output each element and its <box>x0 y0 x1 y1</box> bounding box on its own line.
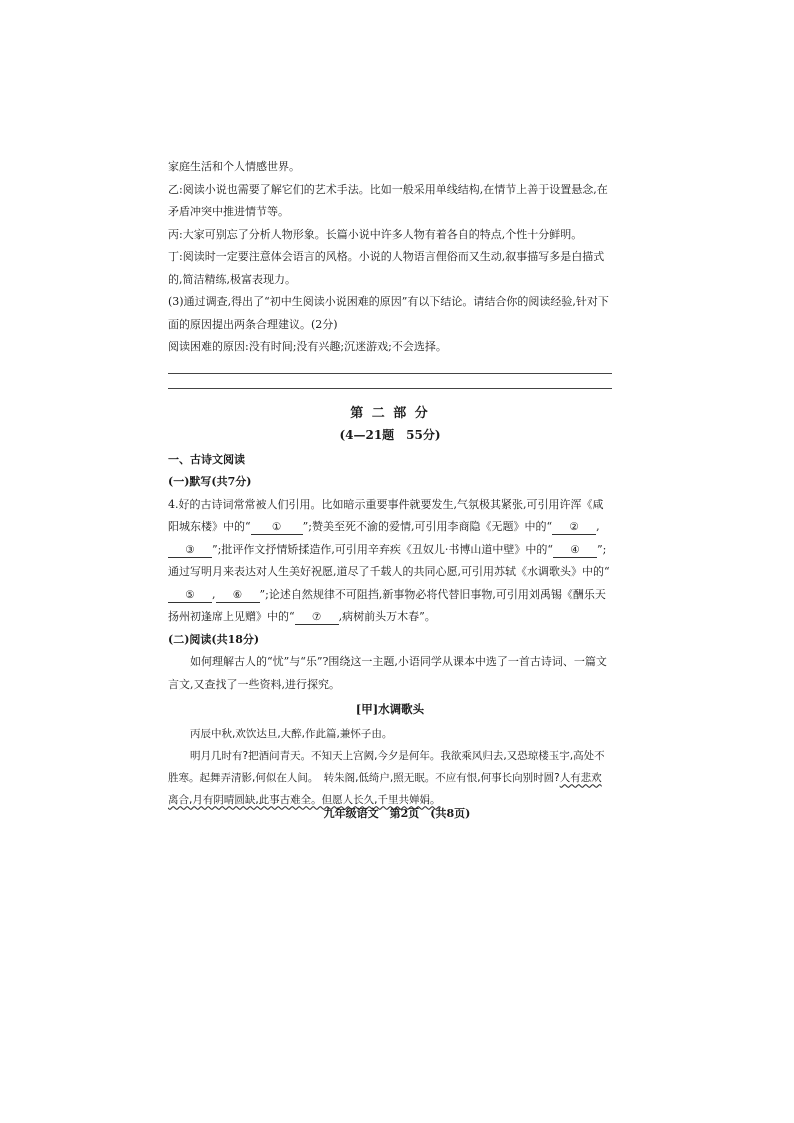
blank-3[interactable]: ③ <box>168 543 212 558</box>
q4-text: 4.好的古诗词常常被人们引用。比如暗示重要事件就要发生,气氛极其紧张,可引用许浑《咸阳城东楼》中的“ <box>168 497 604 533</box>
answer-line-2[interactable] <box>168 388 612 389</box>
q4-text: ”;通过写明月来表达对人生美好祝愿,道尽了千载人的共同心愿,可引用苏轼《水调歌头》中的“ <box>168 542 610 578</box>
q4-text: ,病树前头万木春”。 <box>338 610 436 623</box>
poem-preface: 丙辰中秋,欢饮达旦,大醉,作此篇,兼怀子由。 <box>190 727 393 740</box>
question-3: (3)通过调查,得出了“初中生阅读小说困难的原因”有以下结论。请结合你的阅读经验,针对下面的原因提出两条合理建议。(2分) <box>168 295 609 331</box>
discussion-bing: 丙:大家可别忘了分析人物形象。长篇小说中许多人物有着各自的特点,个性十分鲜明。 <box>168 227 583 241</box>
blank-7[interactable]: ⑦ <box>295 610 339 625</box>
q4-text: ”;赞美至死不渝的爱情,可引用李商隐《无题》中的“ <box>302 520 553 533</box>
poem-part-1: 明月几时有?把酒问青天。不知天上宫阙,今夕是何年。我欲乘风归去,又恐琼楼玉宇,高处不胜寒。起舞弄清影,何似在人间。 转朱阁,低绮户,照无眠。不应有恨,何事长向别时圆? <box>168 749 605 784</box>
subsection-heading: (一)默写(共7分) <box>168 475 252 488</box>
blank-6[interactable]: ⑥ <box>216 588 260 603</box>
answer-line-1[interactable] <box>168 373 612 374</box>
q4-text: ”;论述自然规律不可阻挡,新事物必将代替旧事物,可引用刘禹锡《酬乐天扬州初逢席上见赠》中的“ <box>168 587 606 623</box>
part-subtitle: (4—21题 55分) <box>339 427 441 442</box>
question-4 <box>168 494 612 629</box>
poem-body <box>168 723 612 811</box>
poem-title: [甲]水调歌头 <box>355 702 425 716</box>
text-line: 家庭生活和个人情感世界。 <box>168 160 300 173</box>
q4-text: , <box>212 587 216 601</box>
page-content <box>168 156 612 811</box>
section-heading: 一、古诗文阅读 <box>168 452 245 466</box>
reading-difficulty-reasons: 阅读困难的原因:没有时间;没有兴趣;沉迷游戏;不会选择。 <box>168 340 447 353</box>
blank-5[interactable]: ⑤ <box>168 588 212 603</box>
poem-wavy-underlined: 人有悲欢离合,月有阴晴圆缺,此事古难全。但愿人长久,千里共婵娟。 <box>168 771 602 806</box>
poem-text <box>168 745 612 811</box>
discussion-yi: 乙:阅读小说也需要了解它们的艺术手法。比如一般采用单线结构,在情节上善于设置悬念,在矛盾冲突中推进情节等。 <box>168 182 608 218</box>
page-footer: 九年级语文 第2页 (共8页) <box>323 807 471 820</box>
blank-2[interactable]: ② <box>552 520 596 535</box>
q4-text: , <box>596 520 600 533</box>
reading-intro: 如何理解古人的“忧”与“乐”?围绕这一主题,小语同学从课本中选了一首古诗词、一篇文言文,又查找了一些资料,进行探究。 <box>168 655 607 691</box>
part-title: 第 二 部 分 <box>350 405 430 421</box>
blank-4[interactable]: ④ <box>553 543 597 558</box>
blank-1[interactable]: ① <box>251 520 303 535</box>
q4-text: ”;批评作文抒情矫揉造作,可引用辛弃疾《丑奴儿·书博山道中壁》中的“ <box>212 542 553 556</box>
discussion-ding: 丁:阅读时一定要注意体会语言的风格。小说的人物语言俚俗而又生动,叙事描写多是白描式的,简洁精练,极富表现力。 <box>168 250 605 286</box>
subsection-heading: (二)阅读(共18分) <box>168 632 260 646</box>
